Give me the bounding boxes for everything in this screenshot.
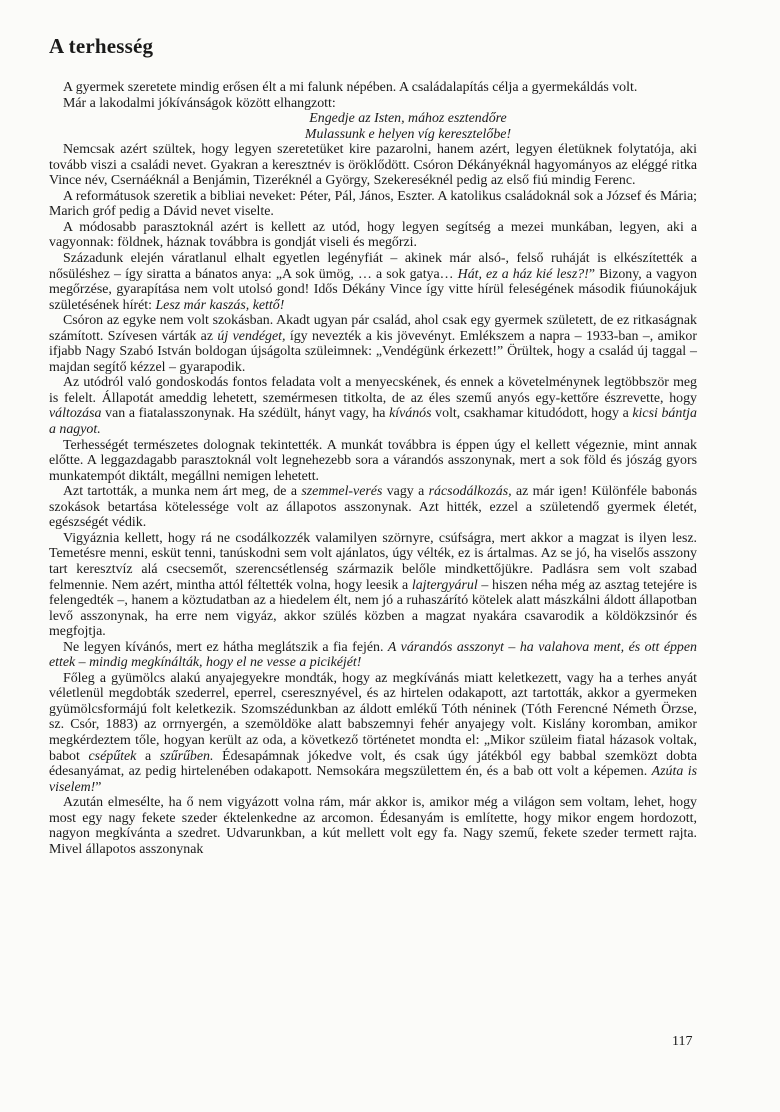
italic-text: Lesz már kaszás, kettő!: [155, 297, 285, 313]
text-run: – hiszen néha még az asztag tetejére is felengedték –, hanem a köztudatban az a hiedelem élt, nem jó a ruhaszárító kötelek alatt mászkálni áldott állapotban levő asszonynak, ha erre nem vigyáz, akkor szülés közben a magzat nyakára csavarodik a köldökzsinór és megfojtja.: [49, 577, 697, 640]
text-run: ” Bizony, a vagyon megőrzése, gyarapítása nem volt utolsó gond! Idős Dékány Vince így vitte hírül feleségének második fiúunokájuk születésének hírét:: [49, 266, 697, 313]
paragraph: [49, 640, 697, 671]
body-text: [49, 80, 697, 857]
text-run: Csóron az egyke nem volt szokásban. Akadt ugyan pár család, ahol csak egy gyermek született, de ez ritkaságnak számított. Szívesen várták az: [49, 313, 697, 344]
text-run: az már igen! Különféle babonás szokások betartása kötelessége volt az állapotos asszonynak. Azt hitték, ezzel a születendő gyermek életét, egészségét védik.: [49, 484, 697, 531]
paragraph: [49, 96, 697, 112]
paragraph: [49, 795, 697, 857]
text-run: A reformátusok szeretik a bibliai neveket: Péter, Pál, János, Eszter. A katolikus családoknál sok a József és Mária; Marich gróf pedig a Dávid nevet viselte.: [49, 188, 697, 220]
paragraph: [49, 531, 697, 640]
text-run: Azután elmesélte, ha ő nem vigyázott volna rám, már akkor is, amikor még a világon sem voltam, lehet, hogy most egy nagy fekete szeder éktelenkedne az arcomon. Édesanyám is említette, hogy mikor engem hordozott, nagyon megkívánta a szedret. Udvarunkban, a kút mellett volt egy fa. Nagy szemű, fekete szeder termett rajta. Mivel állapotos asszonynak: [49, 795, 697, 857]
italic-text: Hát, ez a ház kié lesz?!: [457, 266, 589, 282]
text-run: vagy a: [382, 484, 429, 500]
verse-line: [49, 111, 697, 127]
paragraph: [49, 189, 697, 220]
text-run: Nemcsak azért szültek, hogy legyen szeretetüket kire pazarolni, hanem azért, legyen életüknek folytatója, aki tovább viszi a családi nevet. Gyakran a keresztnév is öröklődött. Csóron Dékányéknál hagyományos az eléggé ritka Vince név, Csernáéknál a Benjámin, Tizeréknél a György, Szekereséknél pedig az első fiú mindig Ferenc.: [49, 142, 697, 189]
italic-text: kicsi bántja a nagyot.: [49, 406, 697, 438]
paragraph: [49, 375, 697, 437]
text-run: Az utódról való gondoskodás fontos feladata volt a menyecskének, és ennek a követelménynek legtöbbször meg is felelt. Állapotát ameddig lehetett, szemérmesen titkolta, de az éles szemű anyós egy-kettőre észrevette, hogy: [49, 375, 697, 406]
paragraph: [49, 220, 697, 251]
chapter-title: A terhesség: [49, 34, 154, 58]
text-run: Azt tartották, a munka nem árt meg, de a: [63, 484, 302, 500]
text-run: Már a lakodalmi jókívánságok között elhangzott:: [63, 95, 336, 111]
paragraph: [49, 142, 697, 189]
italic-text: lajtergyárul: [411, 577, 478, 593]
text-run: Századunk elején váratlanul elhalt egyetlen legényfiát – akinek már alsó-, felső ruháját is elkészítették a nősüléshez – így siratta a bánatos anya: „A sok ümög, … a sok gatya…: [49, 251, 697, 282]
italic-text: változása: [49, 406, 102, 422]
paragraph: [49, 251, 697, 313]
italic-text: szemmel-verés: [301, 484, 383, 500]
text-run: Édesapámnak jókedve volt, és csak úgy játékból egy babbal szemközt dobta édesanyámat, az pedig hirtelenében odakapott. Nemsokára megszülettem én, és a bab ott volt a képemen.: [49, 748, 697, 780]
text-run: a: [136, 748, 160, 764]
italic-text: kívánós: [389, 406, 432, 422]
text-run: Főleg a gyümölcs alakú anyajegyekre mondták, hogy az megkívánás miatt keletkezett, vagy ha a terhes anyát véletlenül megdobták szederrel, eperrel, cseresznyével, és az hirtelen odakapott, azt tartották, akkor a gyermeken gyümölcsformájú folt keletkezik. Szomszédunkban az áldott emlékű Tóth néninek (Tóth Ferencné Németh Örzse, sz. Csór, 1883) az orrnyergén, a szemöldöke alatt babszemnyi fehér anyajegy volt. Kislány koromban, amikor megkérdeztem tőle, hogyan került az oda, a következő történetet mondta el: „Mikor szüleim fiatal házasok voltak, babot: [49, 670, 697, 764]
page-number: 117: [672, 1034, 693, 1049]
paragraph: [49, 671, 697, 795]
text-run: A gyermek szeretete mindig erősen élt a mi falunk népében. A családalapítás célja a gyermekáldás volt.: [63, 80, 638, 95]
text-run: Ne legyen kívánós, mert ez hátha meglátszik a fia fején.: [63, 639, 388, 655]
italic-text: csépűtek: [88, 748, 137, 764]
paragraph: [49, 313, 697, 375]
italic-text: A várandós asszonyt – ha valahova ment, és ott éppen ettek – mindig megkínálták, hogy el ne vesse a picikéjét!: [49, 639, 697, 671]
verse-line: [49, 127, 697, 143]
text-run: Vigyáznia kellett, hogy rá ne csodálkozzék valamilyen szörnyre, csúfságra, mert akkor a magzat is ilyen lesz. Temetésre menni, esküt tenni, tanúskodni sem volt ajánlatos, úgy vélték, ez is ártalmas. Az se jó, ha viselős asszony tart keresztvíz alá csecsemőt, szerencsétlenség származik belőle mindkettőjükre. Padlásra sem volt szabad felmennie. Nem azért, mintha attól féltették volna, hogy leesik a: [49, 530, 697, 593]
italic-text: új vendéget,: [217, 328, 286, 344]
text-run: ”: [95, 779, 102, 795]
italic-text: Azúta is viselem!: [49, 764, 697, 795]
text-run: volt, csakhamar kitudódott, hogy a: [431, 406, 633, 422]
text-run: van a fiatalasszonynak. Ha szédült, hányt vagy, ha: [101, 406, 390, 422]
italic-text: szűrűben.: [159, 748, 214, 764]
text-run: Terhességét természetes dolognak tekintették. A munkát továbbra is éppen úgy el kellett végeznie, mint annak előtte. A leggazdagabb parasztoknál volt legnehezebb sora a várandós asszonynak, mert a sok föld és jószág gyors munkatempót diktált, megállni nemigen lehetett.: [49, 437, 697, 484]
italic-text: rácsodálkozás,: [428, 484, 512, 500]
text-run: A módosabb parasztoknál azért is kellett az utód, hogy legyen segítség a mezei munkában, legyen, aki a vagyonnak: földnek, háznak továbbra is gondját viseli és megőrzi.: [49, 219, 697, 251]
italic-text: Engedje az Isten, mához esztendőre: [309, 111, 507, 127]
paragraph: [49, 484, 697, 531]
paragraph: [49, 438, 697, 485]
paragraph: [49, 80, 697, 96]
text-run: így nevezték a kis jövevényt. Emlékszem a napra – 1933-ban –, amikor ifjabb Nagy Szabó István boldogan újságolta szüleimnek: „Vendégünk érkezett!” Örültek, hogy a család új taggal – majdan segítő kézzel – gyarapodik.: [49, 328, 698, 375]
italic-text: Mulassunk e helyen víg keresztelőbe!: [304, 126, 512, 142]
